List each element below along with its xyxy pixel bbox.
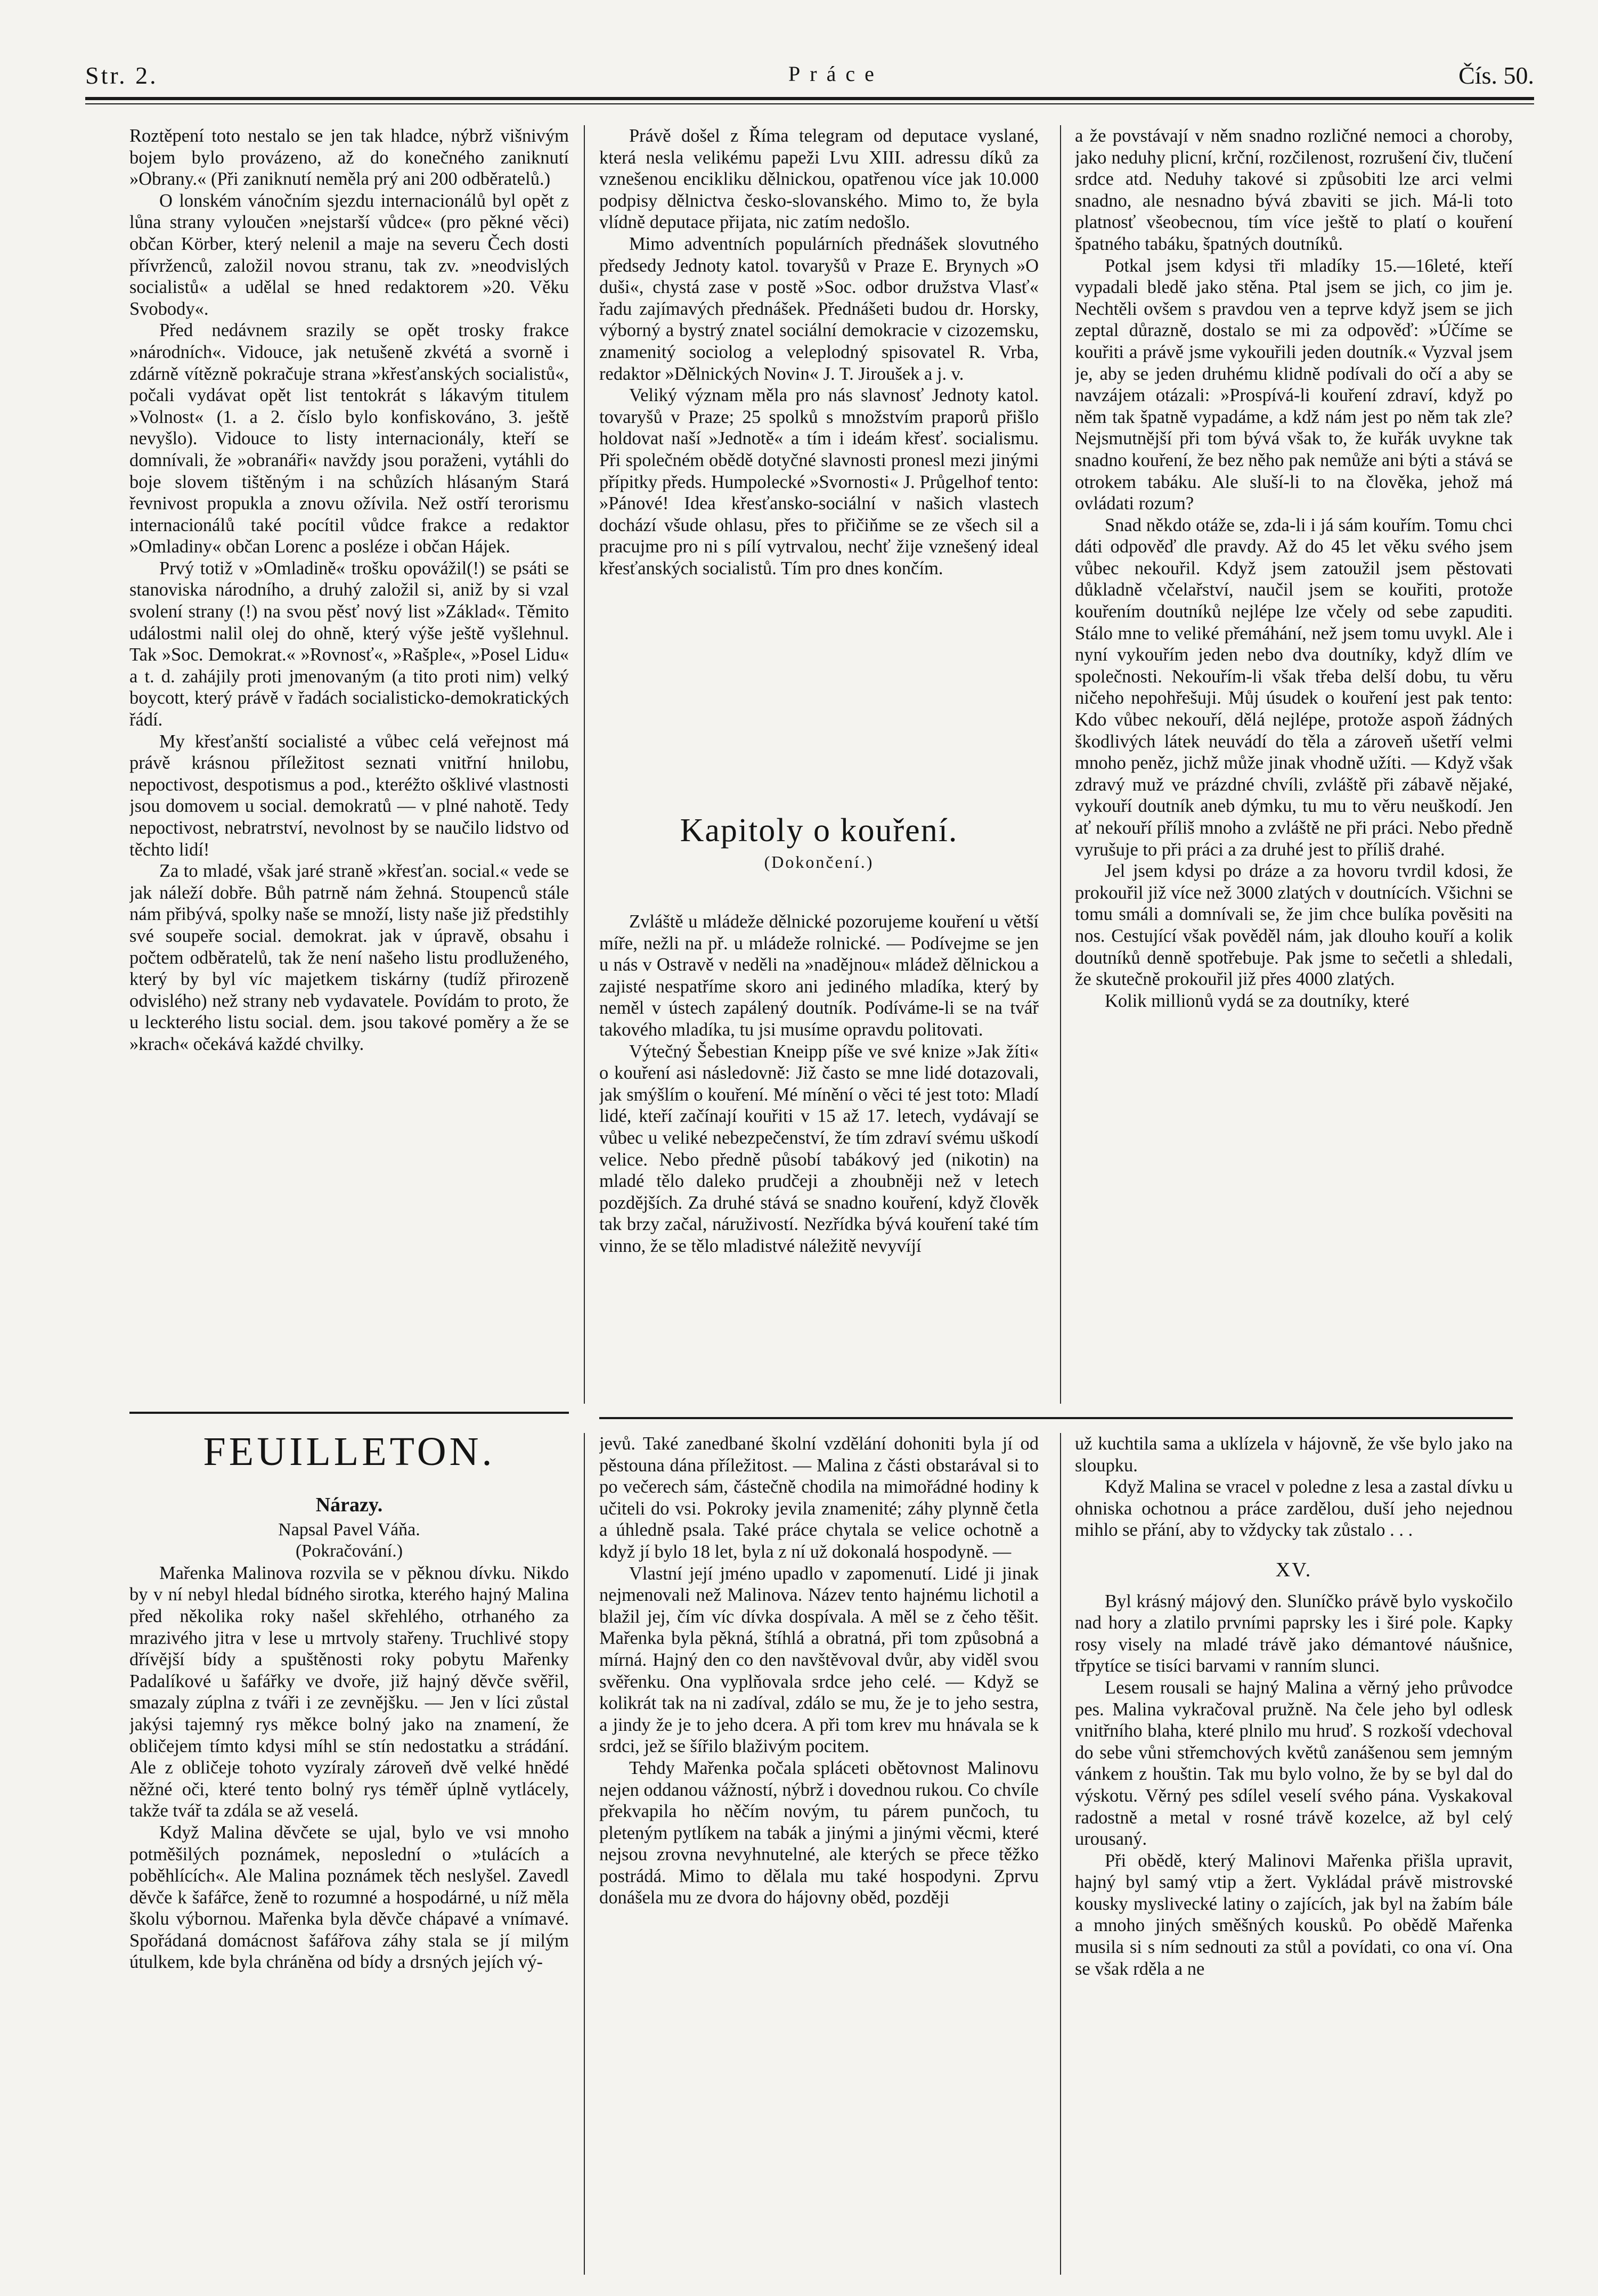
article-column-2 xyxy=(599,125,1039,807)
paragraph: Tehdy Mařenka počala spláceti obětovnost Malinovu nejen oddanou vážností, nýbrž i dovednou rukou. Co chvíle překvapila ho něčím novým, tu párem punčoch, tu pleteným pytlíkem na tabák a jinými a jinými věcmi, které nejsou zrovna nevyhnutelné, ale kterých se přece těžko postrádá. Mimo to dělala mu také hospodyni. Zprvu donášela mu ze dvora do hájovny oběd, později xyxy=(599,1757,1039,1908)
feuilleton-title: FEUILLETON. xyxy=(203,1429,495,1474)
paragraph: Mařenka Malinova rozvila se v pěknou dívku. Nikdo by v ní nebyl hledal bídného sirotka, kterého hajný Malina před několika roky našel skřehlého, otrhaného za mrazivého jitra v lese u mrtvoly stařeny. Truchlivé stopy dřívější bídy a spuštěnosti roky pobytu Mařenky Padalíkové u šafářky ve dvoře, již hajný děvče svěřil, smazaly zúplna z tváři i ze zevnějšku. — Jen v líci zůstal jakýsi tajemný rys měkce bolný jako na znamení, že obličejem tímto kdysi míhl se stín nedostatku a strádání. Ale z obličeje tohoto vyzíraly zároveň dvě velké hnědé něžné oči, které tento bolný rys téměř úplně vytlácely, takže tvář ta zdála se až veselá. xyxy=(129,1562,569,1821)
paragraph: O lonském vánočním sjezdu internacionálů byl opět z lůna strany vyloučen »nejstarší vůdce« (pro pěkné věci) občan Körber, který nelenil a maje na severu Čech dosti přívrženců, založil novou stranu, tak zv. »neodvislých socialistů« a udělal se hned redaktorem »20. Věku Svobody«. xyxy=(129,190,569,319)
page-label: Str. 2. xyxy=(85,62,158,89)
paragraph: Když Malina se vracel v poledne z lesa a zastal dívku u ohniska ochotnou a práce zardělou, duší jeho nejednou mihlo se přání, aby to vždycky tak zůstalo . . . xyxy=(1075,1477,1513,1541)
paragraph: Mimo adventních populárních přednášek slovutného předsedy Jednoty katol. tovaryšů v Praze E. Brynych »O duši«, chystá zase v postě »Soc. odbor družstva Vlasť« řadu zajímavých přednášek. Přednášeti budou dr. Horsky, výborný a bystrý znatel sociální demokracie v cizozemsku, znamenitý sociolog a veleplodný spisovatel R. Vrba, redaktor »Dělnických Novin« J. T. Jiroušek a j. v. xyxy=(599,233,1039,384)
article-column-3 xyxy=(1075,125,1513,1404)
paper-name: Práce xyxy=(788,62,884,86)
story-author: Napsal Pavel Váňa. xyxy=(278,1519,420,1540)
column-divider xyxy=(1060,125,1061,1404)
paragraph: Za to mladé, však jaré straně »křesťan. social.« vede se jak náleží dobře. Bůh patrně nám žehná. Stoupenců stále nám přibývá, spolky naše se množí, listy naše již předstihly své soupeře social. demokrat. jak v úpravě, obsahu i počtem odběratelů, tak že není našeho listu prodluženého, který by byl víc majetkem tiskárny (tudíž přirozeně odvislého) než strany neb vydavatele. Povídám to proto, že u leckterého listu social. dem. jsou takové poměry a že se »krach« očekává každé chvilky. xyxy=(129,861,569,1054)
paragraph: Potkal jsem kdysi tři mladíky 15.—16leté, kteří vypadali bledě jako stěna. Ptal jsem se jich, co jim je. Nechtěli ovšem s pravdou ven a teprve když jsem se jich zeptal důrazně, dostalo se mi za odpověď: »Účíme se kouřiti a právě jsme vykouřili jeden doutník.« Vyzval jsem je, aby se jeden druhému klidně podívali do očí a aby se navzájem otázali: »Prospívá-li kouření zdraví, když po něm tak špatně vypadáme, a kdž nám jest po něm tak zle? Nejsmutnější při tom bývá však to, že kuřák uvykne tak snadno kouření, že bez něho pak nemůže ani býti a stává se otrokem tabáku. Ale sluší-li to na člověka, jehož má ovládati rozum? xyxy=(1075,255,1513,514)
page-header xyxy=(85,61,1534,99)
paragraph: Byl krásný májový den. Sluníčko právě bylo vyskočilo nad hory a zlatilo prvními paprsky les i širé pole. Kapky rosy visely na mladé trávě jako démantové náušnice, třpytíce se tisíci barvami v ranním slunci. xyxy=(1075,1591,1513,1676)
header-rule xyxy=(85,97,1534,100)
issue-number: Čís. 50. xyxy=(1458,62,1534,89)
paragraph: My křesťanští socialisté a vůbec celá veřejnost má právě krásnou příležitost seznati vnitřní hnilobu, nepoctivost, despotismus a pod., kteréžto ošklivé vlastnosti jsou domovem u social. demokratů — v plné nahotě. Tedy nepoctivost, nebratrství, nevolnost by se naučilo lidstvo od těchto lidí! xyxy=(129,731,569,860)
paragraph: už kuchtila sama a uklízela v hájovně, že vše bylo jako na sloupku. xyxy=(1075,1434,1513,1476)
paragraph: Výtečný Šebestian Kneipp píše ve své knize »Jak žíti« o kouření asi následovně: Již často se mne lidé dotazovali, jak smýšlím o kouření. Mé mínění o věci té jest toto: Mladí lidé, kteří začínají kouřiti v 15 až 17. letech, vydávají se vůbec u veliké nebezpečenství, že tím zdraví svému uškodí velice. Nebo předně působí tabákový jed (nikotin) na mladé tělo daleko prudčeji a zhoubněji než v letech pozdějších. Za druhé stává se snadno kouření, když člověk tak brzy začal, náruživostí. Nezřídka bývá kouření také tím vinno, že se tělo mladistvé náležitě nevyvíjí xyxy=(599,1041,1039,1256)
feuilleton-column-2 xyxy=(599,1433,1039,2275)
column-divider xyxy=(584,1433,585,2275)
paragraph: Při obědě, který Malinovi Mařenka přišla upravit, hajný byl samý vtip a žert. Vykládal právě mistrovské kousky myslivecké latiny o zajících, jak byl na žabím bále a mnoho jiných směšných kousků. Po obědě Mařenka musila si s ním sednouti za stůl a povídati, co ona ví. Ona se však rděla a ne xyxy=(1075,1850,1513,1979)
article-column-1 xyxy=(129,125,569,1396)
feuilleton-column-3 xyxy=(1075,1433,1513,2275)
paragraph: Snad někdo otáže se, zda-li i já sám kouřím. Tomu chci dáti odpověď dle pravdy. Až do 45 let věku svého jsem vůbec nekouřil. Když jsem zatoužil jsem pěstovati důkladně včelařství, naučil jsem se kouřiti, protože kouřením doutníků nejlépe lze včely od sebe zapuditi. Stálo mne to veliké přemáhání, než jsem tomu uvykl. Ale i nyní vykouřím jeden nebo dva doutníky, když dlím ve společnosti. Nekouřím-li však třeba delší dobu, tu věru ničeho nepohřešuji. Můj úsudek o kouření jest pak tento: Kdo vůbec nekouří, dělá nejlépe, protože aspoň žádných škodlivých látek neuvádí do těla a zároveň ušetří velmi mnoho peněz, jichž může jinak vhodně užíti. — Když však zdravý muž ve prázdné chvíli, zvláště při zábavě nějaké, vykouří doutník aneb dýmku, tu mu to věru neuškodí. Jen ať nekouří příliš mnoho a zvláště ne při práci. Nebo předně vyrušuje to při práci a za druhé jest to příliš drahé. xyxy=(1075,515,1513,860)
paragraph: Kolik millionů vydá se za doutníky, které xyxy=(1105,990,1409,1011)
paragraph: Roztěpení toto nestalo se jen tak hladce, nýbrž višnivým bojem bylo provázeno, až do konečného zaniknutí »Obrany.« (Při zaniknutí neměla prý ani 200 odběratelů.) xyxy=(129,126,569,190)
paragraph: Jel jsem kdysi po dráze a za hovoru tvrdil kdosi, že prokouřil již více než 3000 zlatých v doutnících. Všichni se tomu smáli a domnívali se, že jim chce bulíka pověsiti na nos. Cestující však pověděl nám, jak dlouho kouří a kolik doutníků denně spotřebuje. Pak jsme to sečetli a shledali, že skutečně prokouřil již přes 4000 zlatých. xyxy=(1075,861,1513,990)
continued-note: (Pokračování.) xyxy=(295,1541,403,1561)
story-title: Nárazy. xyxy=(315,1494,383,1516)
paragraph: Před nedávnem srazily se opět trosky frakce »národních«. Vidouce, jak netušeně zkvétá a svorně i zdárně vítězně pokračuje strana »křesťanských socialistů«, počali vydávat opět list tentokrát s lákavým titulem »Volnost« (1. a 2. číslo bylo konfiskováno, 3. ještě nevyšlo). Vidouce to listy internacionály, kteří se domnívali, že »obranáři« navždy jsou poraženi, vytáhli do boje slovem tištěným i na schůzích hlásaným Stará řevnivost propukla a znovu ožívila. Než ostří terorismu internacionálů také pocítil vůdce frakce a redaktor »Omladiny« občan Lorenc a posléze i občan Hájek. xyxy=(129,320,569,557)
article-subheading: (Dokončení.) xyxy=(764,852,874,872)
article-column-2b xyxy=(599,911,1039,1406)
header-rule-thin xyxy=(85,103,1534,104)
paragraph: Veliký význam měla pro nás slavnosť Jednoty katol. tovaryšů v Praze; 25 spolků s množstvím praporů přišlo holdovat naší »Jednotě« a tím i ideám křesť. socialismu. Při společném obědě dotyčné slavnosti pronesl mezi jinými přípitky předs. Humpolecké »Svornosti« J. Průgelhof tento: »Pánové! Idea křesťansko-sociální v našich vlastech dochází všude ohlasu, přes to přičiňme se ze všech sil a pracujme pro ni s pílí vytrvalou, nechť žije vznešený ideal křesťanských socialistů. Tím pro dnes končím. xyxy=(599,385,1039,579)
column-divider xyxy=(584,125,585,1404)
paragraph: Vlastní její jméno upadlo v zapomenutí. Lidé ji jinak nejmenovali než Malinova. Název tento hajnému lichotil a blažil jej, čím víc dívka dospívala. A měl se z čeho těšit. Mařenka byla pěkná, štíhlá a obratná, při tom způsobná a mírná. Hajný den co den navštěvoval dvůr, aby viděl svou svěřenku. Ona vyplňovala srdce jeho celé. — Když se kolikrát tak na ni zadíval, zdálo se mu, že je to jeho sestra, a jindy že je to jeho dcera. A při tom krev mu hnávala se k srdci, jež se šířilo blaživým pocitem. xyxy=(599,1563,1039,1757)
column-divider xyxy=(1060,1433,1061,2275)
paragraph: Právě došel z Říma telegram od deputace vyslané, která nesla velikému papeži Lvu XIII. adressu díků za vznešenou encikliku dělnickou, opatřenou více jak 10.000 podpisy dělnictva česko-slovanského. Mimo to, že byla vlídně deputace přijata, nic zatím nedošlo. xyxy=(599,126,1039,233)
article-heading-kapitoly: Kapitoly o kouření. xyxy=(680,812,958,849)
paragraph: Když Malina děvčete se ujal, bylo ve vsi mnoho potměšilých poznámek, neposlední o »tulácích a poběhlících«. Ale Malina poznámek těch neslyšel. Zavedl děvče k šafářce, ženě to rozumné a hospodárné, u níž měla školu výbornou. Mařenka byla děvče chápavé a vnímavé. Spořádaná domácnost šafářova záhy stala se jí milým útulkem, kde byla chráněna od bídy a drsných jejích vý- xyxy=(129,1822,569,1973)
paragraph: a že povstávají v něm snadno rozličné nemoci a choroby, jako neduhy plicní, krční, rozčilenost, rozrušení čiv, tlučení srdce atd. Neduhy takové si způsobiti lze arci velmi snadno, ale nesnadno bývá zbaviti se jich. Má-li toto platnosť všeobecnou, tím více ještě to platí o kouření špatného tabáku, špatných doutníků. xyxy=(1075,126,1513,254)
paragraph: Lesem rousali se hajný Malina a věrný jeho průvodce pes. Malina vykračoval pružně. Na čele jeho byl odlesk vnitřního blaha, které plnilo mu hruď. S rozkoší vdechoval do sebe vůni střemchových květů zanášenou sem jemným vánkem z houštin. Tak mu bylo volno, že by se byl dal do výskotu. Věrný pes sdílel veselí svého pána. Vyskakoval radostně a metal v rosné trávě kozelce, až byl celý urousaný. xyxy=(1075,1677,1513,1850)
paragraph: jevů. Také zanedbané školní vzdělání dohoniti byla jí od pěstouna dána příležitost. — Malina z části obstarával si to po večerech sám, částečně chodila na mimořádné hodiny k učiteli do vsi. Pokroky jevila znamenité; záhy plynně četla a úhledně psala. Také práce chytala se velice ochotně a když jí bylo 18 let, byla z ní už dokonalá hospodyně. — xyxy=(599,1434,1039,1562)
paragraph: Prvý totiž v »Omladině« trošku opovážil(!) se psáti se stanoviska národního, a druhý založil si, aniž by si vzal svolení strany (!) na svou pěsť nový list »Základ«. Těmito událostmi nalil olej do ohně, který výše ještě vyšlehnul. Tak »Soc. Demokrat.« »Rovnosť«, »Rašple«, »Posel Lidu« a t. d. zahájily proti jmenovaným (a tito proti nim) velký boycott, který právě v řadách socialisticko-demokratických řádí. xyxy=(129,558,569,730)
section-rule xyxy=(599,1417,1513,1419)
paragraph: Zvláště u mládeže dělnické pozorujeme kouření u větší míře, nežli na př. u mládeže rolnické. — Podívejme se jen u nás v Ostravě v neděli na »nadějnou« mládež dělnickou a zajisté nespatříme skoro ani jediného mladíka, který by neměl v ústech zapálený doutník. Podíváme-li se na tvář takového mladíka, tu jsi musíme opravdu politovati. xyxy=(599,911,1039,1040)
chapter-number: XV. xyxy=(1275,1558,1312,1581)
feuilleton-column-1 xyxy=(129,1494,569,2277)
section-rule xyxy=(129,1412,569,1414)
